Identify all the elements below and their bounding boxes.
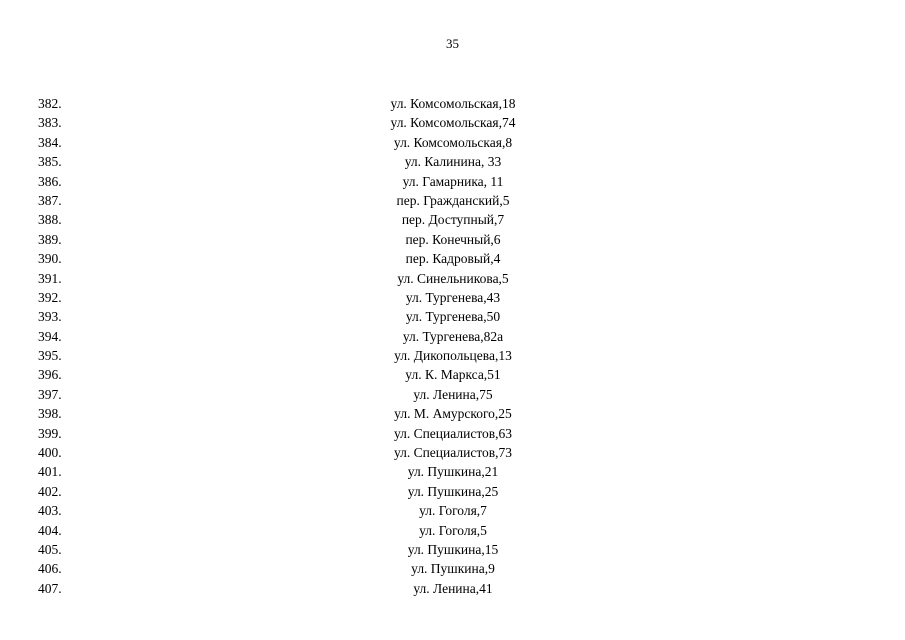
table-row — [38, 230, 868, 249]
row-number: 401. — [38, 464, 62, 480]
row-number: 388. — [38, 212, 62, 228]
row-address: пер. Конечный,6 — [405, 231, 501, 247]
table-row — [38, 191, 868, 210]
row-number: 405. — [38, 541, 62, 557]
row-number: 398. — [38, 406, 62, 422]
row-address: ул. Ленина,75 — [413, 386, 493, 402]
row-number: 384. — [38, 134, 62, 150]
row-address: ул. Комсомольская,18 — [390, 96, 516, 111]
row-number: 387. — [38, 192, 62, 208]
row-address: ул. Тургенева,50 — [405, 309, 501, 325]
table-row — [38, 269, 868, 288]
table-row — [38, 559, 868, 578]
table-row — [38, 462, 868, 481]
table-row — [38, 152, 868, 171]
row-number: 397. — [38, 386, 62, 402]
row-address: ул. Тургенева,43 — [405, 289, 501, 305]
table-row — [38, 172, 868, 191]
row-number: 394. — [38, 328, 62, 344]
row-number: 395. — [38, 348, 62, 364]
row-address: ул. Пушкина,21 — [407, 464, 499, 480]
row-number: 391. — [38, 270, 62, 286]
table-row — [38, 346, 868, 365]
table-row — [38, 113, 868, 132]
row-address: ул. Гамарника, 11 — [402, 173, 504, 189]
table-row — [38, 443, 868, 462]
row-address: ул. Специалистов,73 — [393, 445, 513, 461]
row-address: ул. Специалистов,63 — [393, 425, 513, 441]
row-address: ул. Пушкина,15 — [407, 541, 499, 557]
table-row — [38, 540, 868, 559]
table-row — [38, 404, 868, 423]
table-row — [38, 501, 868, 520]
table-row — [38, 307, 868, 326]
table-row — [38, 579, 868, 598]
row-address: ул. М. Амурского,25 — [394, 406, 512, 422]
table-row — [38, 327, 868, 346]
row-address: ул. Пушкина,9 — [411, 561, 495, 577]
row-number: 403. — [38, 503, 62, 519]
row-address: ул. Комсомольская,74 — [390, 115, 516, 131]
page-number: 35 — [446, 36, 459, 51]
row-address: ул. Гоголя,5 — [419, 522, 487, 538]
row-number: 400. — [38, 445, 62, 461]
row-number: 385. — [38, 154, 62, 170]
row-number: 389. — [38, 231, 62, 247]
row-number: 399. — [38, 425, 62, 441]
row-number: 386. — [38, 173, 62, 189]
row-number: 402. — [38, 483, 62, 499]
row-address: ул. Ленина,41 — [413, 580, 493, 596]
row-number: 390. — [38, 251, 62, 267]
row-address: ул. Пушкина,25 — [407, 483, 499, 499]
row-address: пер. Гражданский,5 — [396, 192, 510, 208]
row-address: пер. Доступный,7 — [401, 212, 505, 228]
row-number: 393. — [38, 309, 62, 325]
table-row — [38, 521, 868, 540]
row-address: ул. Синельникова,5 — [397, 270, 509, 286]
row-number: 383. — [38, 115, 62, 131]
row-address: ул. Гоголя,7 — [419, 503, 487, 519]
row-number: 407. — [38, 580, 62, 596]
row-address: ул. Комсомольская,8 — [393, 134, 513, 150]
table-row — [38, 424, 868, 443]
table-row — [38, 133, 868, 152]
row-address: ул. Калинина, 33 — [404, 154, 502, 170]
row-address: ул. Тургенева,82а — [402, 328, 504, 344]
table-row — [38, 385, 868, 404]
row-address: ул. Дикопольцева,13 — [394, 348, 512, 364]
row-number: 392. — [38, 289, 62, 305]
table-row — [38, 365, 868, 384]
row-number: 396. — [38, 367, 62, 383]
table-row — [38, 210, 868, 229]
row-address: пер. Кадровый,4 — [405, 251, 501, 267]
row-number: 404. — [38, 522, 62, 538]
table-row — [38, 482, 868, 501]
address-table — [38, 94, 868, 598]
table-row — [38, 94, 868, 113]
row-number: 406. — [38, 561, 62, 577]
table-row — [38, 249, 868, 268]
table-row — [38, 288, 868, 307]
row-address: ул. К. Маркса,51 — [405, 367, 501, 383]
row-number: 382. — [38, 96, 62, 111]
